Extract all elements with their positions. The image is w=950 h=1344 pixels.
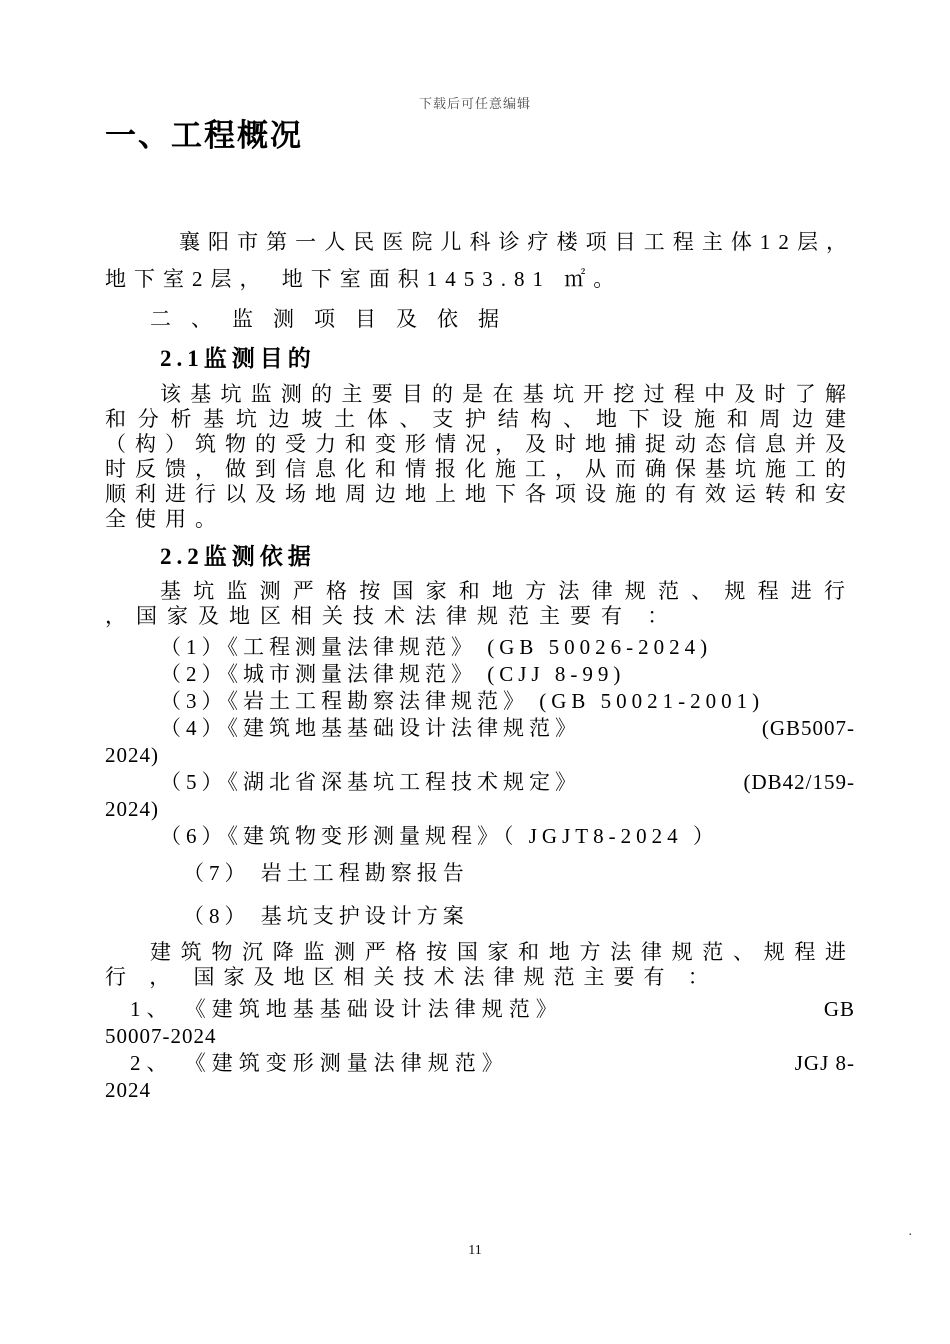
paragraph-settlement-basis-intro: 建筑物沉降监测严格按国家和地方法律规范、规程进行 ， 国家及地区相关技术法律规范主要有 ： (105, 940, 855, 989)
heading-project-overview: 一、工程概况 (105, 118, 303, 153)
reference-item-4-title: （4）《建筑地基基础设计法律规范》 (160, 716, 581, 740)
settlement-reference-1 (105, 996, 855, 1050)
reference-item-3: （3）《岩土工程勘察法律规范》 (GB 50021-2001) (160, 689, 765, 713)
settlement-reference-2-code-continued: 2024 (105, 1078, 151, 1102)
heading-2-2-monitoring-basis: 2.2监测依据 (160, 544, 316, 569)
reference-item-7: （7） 岩土工程勘察报告 (183, 861, 469, 885)
reference-item-5 (105, 769, 855, 823)
settlement-reference-list (105, 996, 855, 1104)
paragraph-project-summary: 襄阳市第一人民医院儿科诊疗楼项目工程主体12层，地下室2层， 地下室面积1453.81 ㎡。 (105, 230, 855, 291)
reference-item-2: （2）《城市测量法律规范》 (CJJ 8-99) (160, 662, 626, 686)
reference-item-4-code: (GB5007- (761, 716, 855, 740)
header-note: 下载后可任意编辑 (418, 96, 531, 111)
reference-item-6: （6）《建筑物变形测量规程》（ JGJT8-2024 ） (160, 824, 719, 848)
reference-item-4-code-continued: 2024) (105, 743, 159, 767)
page-number: 11 (468, 1243, 482, 1258)
stray-dot-mark: . (908, 1224, 912, 1239)
reference-item-5-line1 (105, 769, 855, 796)
reference-item-5-title: （5）《湖北省深基坑工程技术规定》 (160, 770, 581, 794)
settlement-reference-1-code-continued: 50007-2024 (105, 1024, 217, 1048)
settlement-reference-1-code: GB (823, 997, 855, 1021)
reference-list (105, 634, 855, 930)
settlement-reference-2-title: 2、 《建筑变形测量法律规范》 (130, 1051, 509, 1075)
settlement-reference-2-code: JGJ 8- (794, 1051, 855, 1075)
heading-2-1-monitoring-purpose: 2.1监测目的 (160, 346, 316, 371)
settlement-reference-2-line1 (105, 1050, 855, 1077)
reference-item-5-code-continued: 2024) (105, 797, 159, 821)
settlement-reference-1-title: 1、 《建筑地基基础设计法律规范》 (130, 997, 563, 1021)
reference-item-8: （8） 基坑支护设计方案 (183, 904, 469, 928)
reference-item-5-code: (DB42/159- (743, 770, 855, 794)
reference-item-4-line1 (105, 715, 855, 742)
settlement-reference-1-line1 (105, 996, 855, 1023)
settlement-reference-2 (105, 1050, 855, 1104)
paragraph-monitoring-purpose: 该基坑监测的主要目的是在基坑开挖过程中及时了解和分析基坑边坡土体、支护结构、地下设施和周边建（构）筑物的受力和变形情况，及时地捕捉动态信息并及时反馈，做到信息化和情报化施工，从而确保基坑施工的顺利进行以及场地周边地上地下各项设施的有效运转和安全使用。 (105, 382, 855, 531)
paragraph-basis-intro: 基坑监测严格按国家和地方法律规范、规程进行 ，国家及地区相关技术法律规范主要有 ： (105, 579, 855, 628)
heading-section2-monitoring-items: 二、监测项目及依据 (150, 307, 519, 331)
reference-item-1: （1）《工程测量法律规范》 (GB 50026-2024) (160, 635, 713, 659)
reference-item-4 (105, 715, 855, 769)
